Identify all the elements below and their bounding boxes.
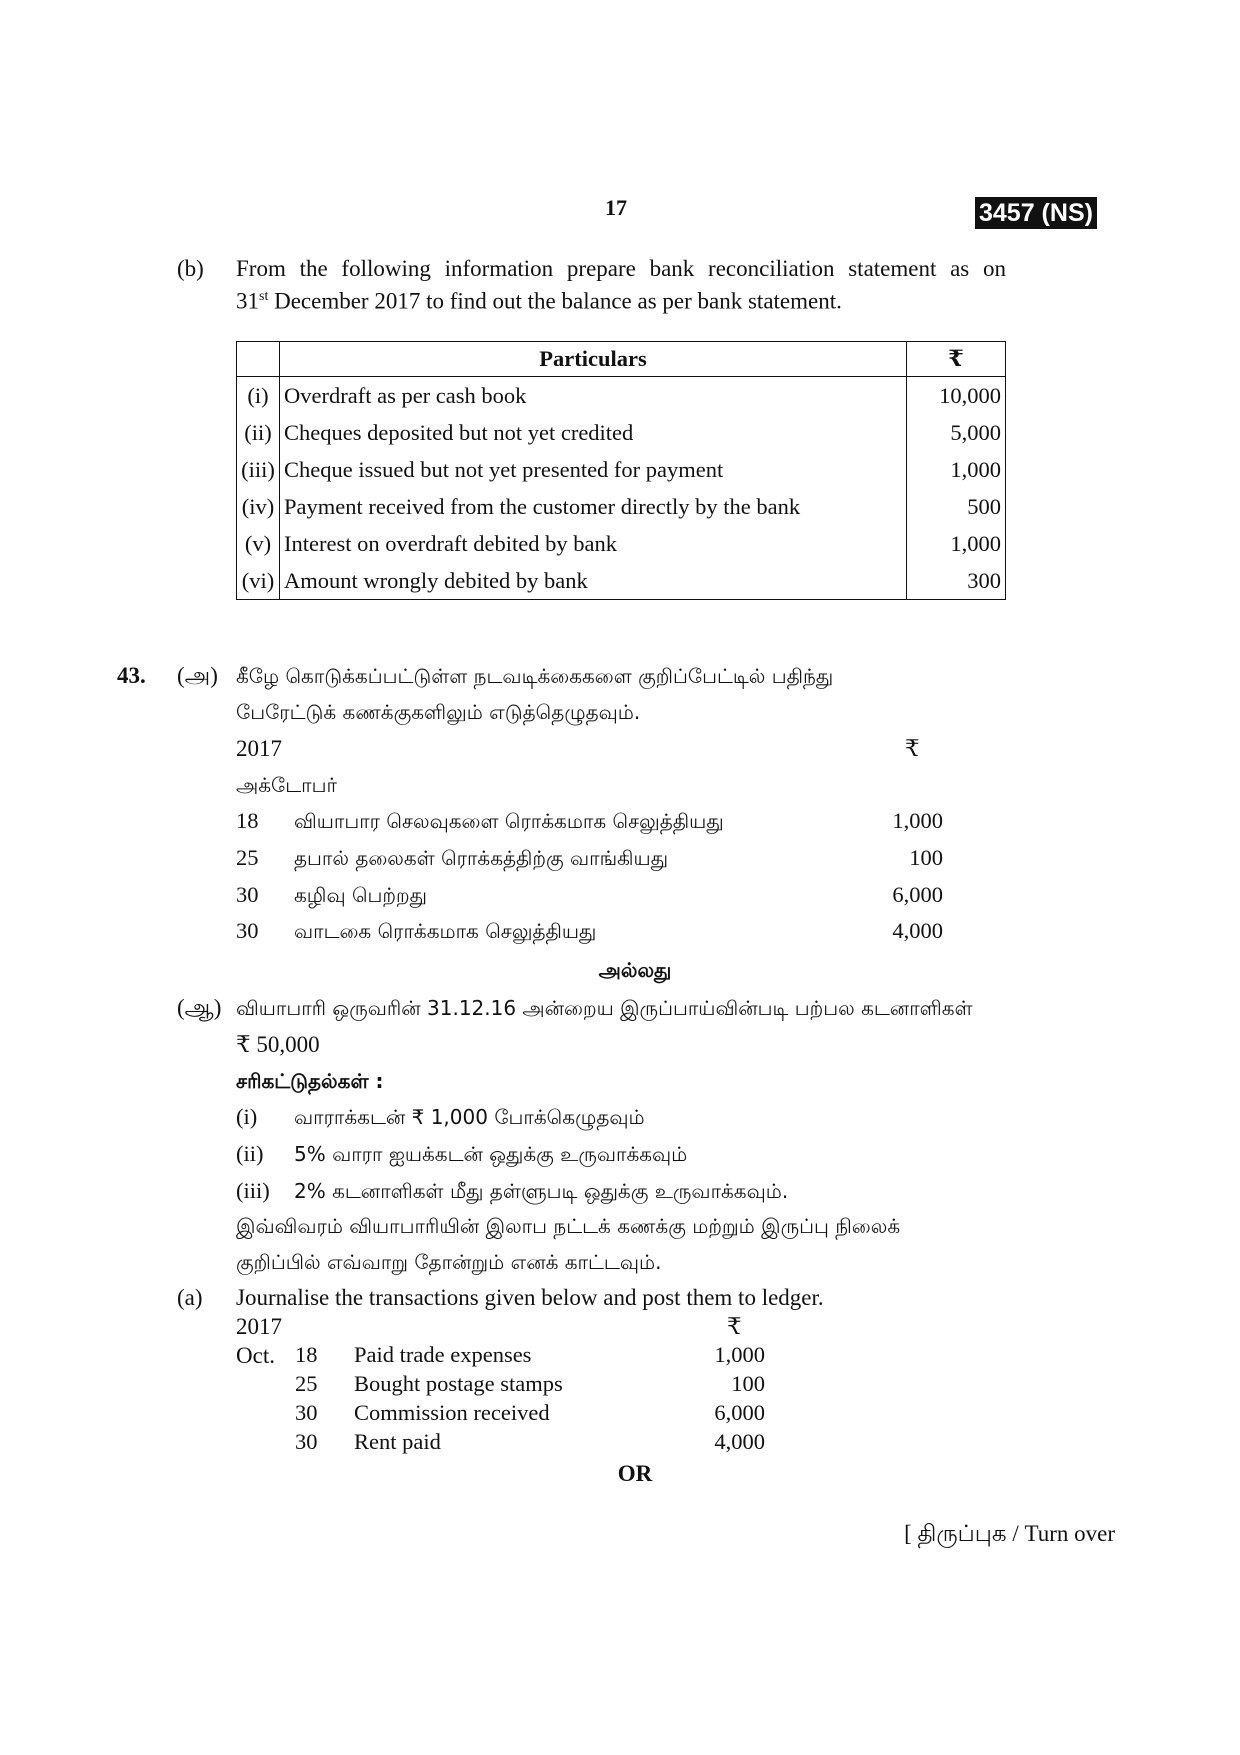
desc: தபால் தலைகள் ரொக்கத்திற்கு வாங்கியது [294, 846, 669, 870]
q43-en-a-rupee: ₹ [727, 1314, 742, 1339]
amount: 1,000 [714, 1342, 765, 1367]
q42b-text-line1: From the following information prepare bank reconciliation statement as on [236, 256, 1006, 281]
day: 18 [295, 1342, 318, 1367]
page-number: 17 [605, 195, 627, 220]
day: 18 [236, 808, 259, 833]
row-amount: 1,000 [907, 525, 1006, 562]
row-particular: Payment received from the customer directly by the bank [280, 488, 907, 525]
desc: Paid trade expenses [354, 1342, 532, 1367]
adj-text: 2% கடனாளிகள் மீது தள்ளுபடி ஒதுக்கு உருவாக்கவும். [294, 1179, 789, 1203]
q43-number: 43. [117, 663, 146, 688]
desc: Commission received [354, 1400, 550, 1425]
q43-en-a-month: Oct. [236, 1343, 275, 1368]
q43-ta-b-adj-title: சரிகட்டுதல்கள் : [236, 1069, 384, 1093]
row-number: (iii) [237, 451, 280, 488]
table-row [237, 488, 1006, 525]
table-row [237, 451, 1006, 488]
row-number: (vi) [237, 562, 280, 600]
row-amount: 10,000 [907, 377, 1006, 415]
amount: 4,000 [892, 918, 943, 943]
day: 25 [295, 1371, 318, 1396]
q42b-label: (b) [177, 256, 204, 281]
paper-code: 3457 (NS) [975, 197, 1097, 229]
amount: 100 [909, 845, 943, 870]
amount: 1,000 [892, 808, 943, 833]
desc: கழிவு பெற்றது [294, 883, 427, 907]
day: 30 [295, 1429, 318, 1454]
adj-number: (i) [236, 1104, 258, 1129]
row-number: (ii) [237, 414, 280, 451]
amount: 100 [731, 1371, 765, 1396]
q42b-text-line2: 31st December 2017 to find out the balance as per bank statement. [236, 288, 842, 314]
row-particular: Interest on overdraft debited by bank [280, 525, 907, 562]
row-particular: Cheques deposited but not yet credited [280, 414, 907, 451]
table-header-amount: ₹ [907, 342, 1006, 377]
row-number: (iv) [237, 488, 280, 525]
q43-ta-a-line2: பேரேட்டுக் கணக்குகளிலும் எடுத்தெழுதவும். [236, 700, 641, 724]
table-row [237, 562, 1006, 600]
row-particular: Overdraft as per cash book [280, 377, 907, 415]
row-number: (i) [237, 377, 280, 415]
desc: வாடகை ரொக்கமாக செலுத்தியது [294, 919, 597, 943]
q43-en-a-label: (a) [177, 1285, 203, 1310]
row-particular: Amount wrongly debited by bank [280, 562, 907, 600]
row-number: (v) [237, 525, 280, 562]
q43-ta-a-label: (அ) [177, 663, 218, 688]
row-amount: 500 [907, 488, 1006, 525]
amount: 4,000 [714, 1429, 765, 1454]
q43-ta-b-label: (ஆ) [177, 995, 222, 1020]
adj-number: (iii) [236, 1178, 270, 1203]
table-row [237, 414, 1006, 451]
q43-en-a-year: 2017 [236, 1314, 282, 1339]
q43-ta-a-line1: கீழே கொடுக்கப்பட்டுள்ள நடவடிக்கைகளை குறிப்பேட்டில் பதிந்து [236, 664, 834, 688]
q43-ta-a-year: 2017 [236, 736, 282, 761]
table-header-particulars: Particulars [280, 342, 907, 377]
q43-ta-b-closing1: இவ்விவரம் வியாபாரியின் இலாப நட்டக் கணக்கு மற்றும் இருப்பு நிலைக் [236, 1214, 901, 1238]
day: 30 [236, 882, 259, 907]
row-amount: 1,000 [907, 451, 1006, 488]
row-amount: 300 [907, 562, 1006, 600]
turn-over-note: [ திருப்புக / Turn over [904, 1521, 1115, 1546]
q43-ta-or: அல்லது [598, 958, 672, 982]
q43-ta-b-line2: ₹ 50,000 [236, 1032, 320, 1057]
day: 25 [236, 845, 259, 870]
desc: Rent paid [354, 1429, 441, 1454]
table-row [237, 525, 1006, 562]
adj-number: (ii) [236, 1141, 264, 1166]
desc: Bought postage stamps [354, 1371, 563, 1396]
table-header-no [237, 342, 280, 377]
desc: வியாபார செலவுகளை ரொக்கமாக செலுத்தியது [294, 809, 724, 833]
adj-text: வாராக்கடன் ₹ 1,000 போக்கெழுதவும் [294, 1105, 645, 1129]
q43-ta-a-month: அக்டோபர் [236, 773, 337, 797]
q43-ta-a-rupee: ₹ [905, 736, 920, 761]
amount: 6,000 [892, 882, 943, 907]
amount: 6,000 [714, 1400, 765, 1425]
day: 30 [295, 1400, 318, 1425]
q43-ta-b-closing2: குறிப்பில் எவ்வாறு தோன்றும் எனக் காட்டவும். [236, 1250, 662, 1274]
q43-ta-b-line1: வியாபாரி ஒருவரின் 31.12.16 அன்றைய இருப்பாய்வின்படி பற்பல கடனாளிகள் [236, 996, 973, 1020]
q43-en-a-text: Journalise the transactions given below and post them to ledger. [236, 1285, 824, 1310]
day: 30 [236, 918, 259, 943]
adj-text: 5% வாரா ஐயக்கடன் ஒதுக்கு உருவாக்கவும் [294, 1142, 688, 1166]
bank-reconciliation-table [236, 341, 1006, 600]
table-row [237, 377, 1006, 415]
q43-en-or: OR [617, 1461, 653, 1486]
row-amount: 5,000 [907, 414, 1006, 451]
row-particular: Cheque issued but not yet presented for payment [280, 451, 907, 488]
